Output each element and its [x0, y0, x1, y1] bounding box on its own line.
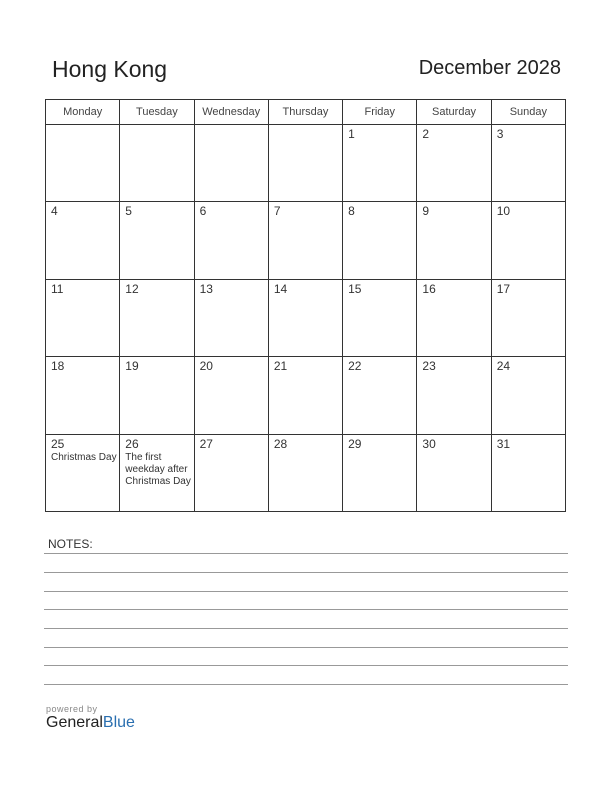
week-row	[46, 434, 566, 511]
day-number: 8	[348, 204, 355, 219]
day-number: 27	[199, 436, 213, 451]
weekday-header: Monday	[46, 100, 120, 125]
day-number: 16	[422, 281, 436, 296]
brand-general: General	[46, 714, 103, 731]
day-number: 13	[199, 281, 213, 296]
day-number: 29	[348, 436, 362, 451]
day-cell	[343, 125, 417, 202]
day-number: 9	[422, 204, 430, 219]
brand-name	[46, 714, 135, 732]
weekday-header: Tuesday	[120, 100, 194, 125]
day-number: 6	[199, 204, 207, 219]
day-cell	[417, 434, 491, 511]
day-cell	[491, 434, 565, 511]
day-cell	[417, 202, 491, 279]
holiday-label: The first weekday after Christmas Day	[125, 451, 191, 487]
day-cell	[46, 434, 120, 511]
brand-logo	[46, 704, 135, 732]
day-cell	[268, 434, 342, 511]
day-cell	[491, 279, 565, 356]
day-cell	[343, 279, 417, 356]
day-number: 23	[422, 359, 436, 374]
day-number: 18	[51, 359, 65, 374]
day-cell	[491, 357, 565, 434]
day-cell	[491, 202, 565, 279]
day-number: 31	[496, 436, 511, 451]
weekday-header-row	[46, 100, 566, 125]
calendar-grid	[45, 99, 566, 512]
day-number: 22	[348, 359, 362, 374]
day-cell	[46, 357, 120, 434]
day-number	[46, 125, 119, 127]
note-line	[44, 684, 568, 685]
day-number	[195, 125, 268, 127]
day-cell	[417, 125, 491, 202]
day-cell	[120, 434, 194, 511]
weekday-header: Saturday	[417, 100, 491, 125]
day-number: 30	[422, 436, 436, 451]
week-row	[46, 202, 566, 279]
holiday-label: Christmas Day	[51, 451, 117, 463]
week-row	[46, 279, 566, 356]
day-number: 7	[273, 204, 281, 219]
powered-by-text: powered by	[46, 704, 98, 714]
note-line	[44, 591, 568, 592]
day-cell	[417, 357, 491, 434]
day-number: 4	[51, 204, 58, 219]
day-number: 17	[496, 281, 511, 296]
month-title: December 2028	[418, 57, 561, 79]
day-cell	[194, 279, 268, 356]
day-number: 28	[273, 436, 288, 451]
day-cell	[343, 202, 417, 279]
day-cell	[343, 434, 417, 511]
note-line	[44, 572, 568, 573]
day-cell	[268, 357, 342, 434]
day-cell	[268, 125, 342, 202]
day-number: 5	[125, 204, 132, 219]
day-number: 1	[348, 127, 355, 141]
day-number	[120, 125, 193, 127]
day-cell	[194, 202, 268, 279]
day-cell	[120, 125, 194, 202]
day-number: 19	[125, 359, 139, 374]
note-line	[44, 665, 568, 666]
weekday-header: Sunday	[491, 100, 565, 125]
day-number: 12	[125, 281, 139, 296]
day-cell	[120, 357, 194, 434]
day-cell	[194, 357, 268, 434]
day-number: 20	[199, 359, 213, 374]
day-cell	[343, 357, 417, 434]
day-cell	[46, 202, 120, 279]
note-line	[44, 609, 568, 610]
day-number: 21	[273, 359, 288, 374]
day-cell	[417, 279, 491, 356]
day-number: 14	[273, 281, 288, 296]
week-row	[46, 125, 566, 202]
note-line	[44, 628, 568, 629]
note-line	[44, 647, 568, 648]
day-number: 15	[348, 281, 362, 296]
note-line	[44, 553, 568, 554]
day-cell	[120, 279, 194, 356]
day-cell	[194, 125, 268, 202]
weekday-header: Thursday	[268, 100, 342, 125]
day-number: 2	[422, 127, 430, 141]
day-cell	[120, 202, 194, 279]
notes-label: NOTES:	[48, 537, 93, 551]
day-number: 3	[496, 127, 504, 141]
day-cell	[46, 125, 120, 202]
day-number: 10	[496, 204, 511, 219]
day-number	[269, 125, 342, 127]
day-number: 24	[496, 359, 511, 374]
day-cell	[491, 125, 565, 202]
week-row	[46, 357, 566, 434]
day-cell	[46, 279, 120, 356]
day-cell	[194, 434, 268, 511]
day-number: 25	[51, 436, 65, 451]
brand-blue: Blue	[102, 714, 135, 731]
day-cell	[268, 202, 342, 279]
day-number: 11	[51, 281, 64, 296]
day-cell	[268, 279, 342, 356]
region-title: Hong Kong	[52, 56, 168, 82]
day-number: 26	[125, 436, 139, 451]
weekday-header: Wednesday	[194, 100, 268, 125]
weekday-header: Friday	[343, 100, 417, 125]
